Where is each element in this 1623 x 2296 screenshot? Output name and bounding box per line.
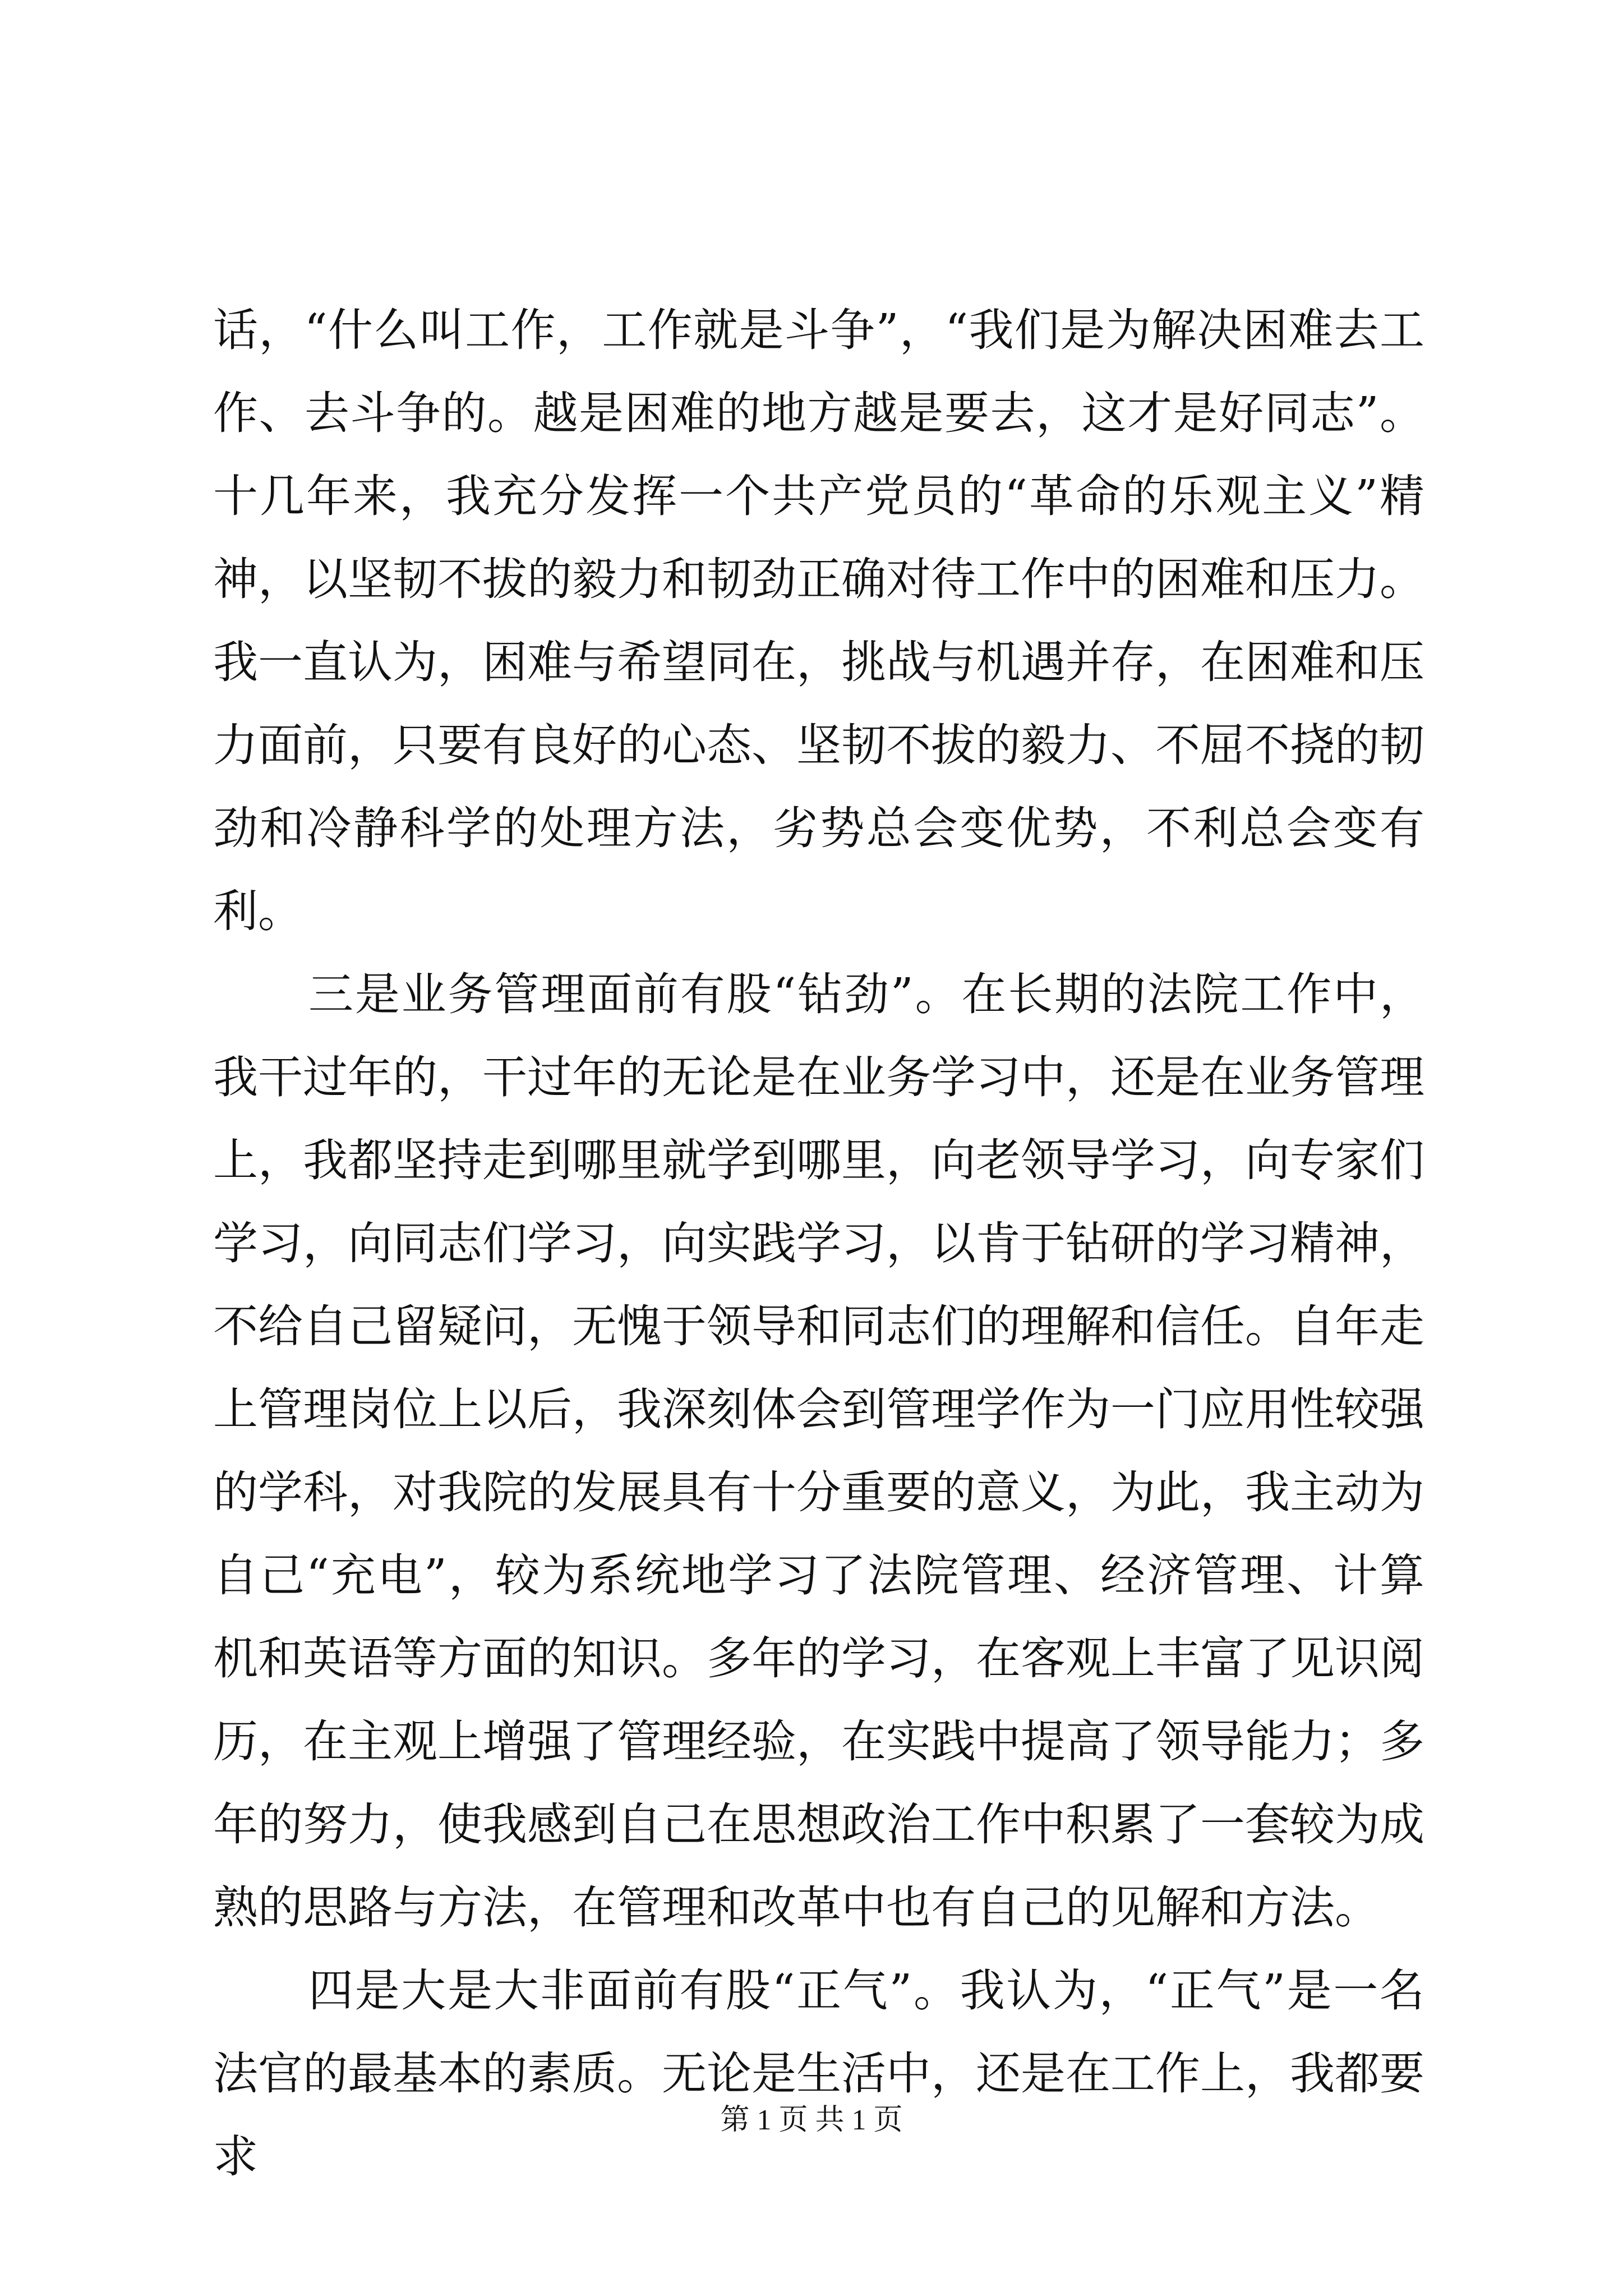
paragraph-continuation: 话，“什么叫工作，工作就是斗争”，“我们是为解决困难去工作、去斗争的。越是困难的地方越是要去，这才是好同志”。十几年来，我充分发挥一个共产党员的“革命的乐观主义”精神，以坚韧不拔的毅力和韧劲正确对待工作中的困难和压力。我一直认为，困难与希望同在，挑战与机遇并存，在困难和压力面前，只要有良好的心态、坚韧不拔的毅力、不屈不挠的韧劲和冷静科学的处理方法，劣势总会变优势，不利总会变有利。 bbox=[213, 304, 1424, 937]
paragraph-business-management: 三是业务管理面前有股“钻劲”。在长期的法院工作中，我干过年的，干过年的无论是在业务学习中，还是在业务管理上，我都坚持走到哪里就学到哪里，向老领导学习，向专家们学习，向同志们学习，向实践学习，以肯于钻研的学习精神，不给自己留疑问，无愧于领导和同志们的理解和信任。自年走上管理岗位上以后，我深刻体会到管理学作为一门应用性较强的学科，对我院的发展具有十分重要的意义，为此，我主动为自己“充电”，较为系统地学习了法院管理、经济管理、计算机和英语等方面的知识。多年的学习，在客观上丰富了见识阅历，在主观上增强了管理经验，在实践中提高了领导能力；多年的努力，使我感到自己在思想政治工作中积累了一套较为成熟的思路与方法，在管理和改革中也有自己的见解和方法。 bbox=[213, 968, 1424, 1934]
document-body bbox=[213, 289, 1424, 2198]
paragraph-integrity: 四是大是大非面前有股“正气”。我认为，“正气”是一名法官的最基本的素质。无论是生活中，还是在工作上，我都要求 bbox=[213, 1964, 1424, 2183]
page-footer: 第 1 页 共 1 页 bbox=[720, 2104, 903, 2136]
